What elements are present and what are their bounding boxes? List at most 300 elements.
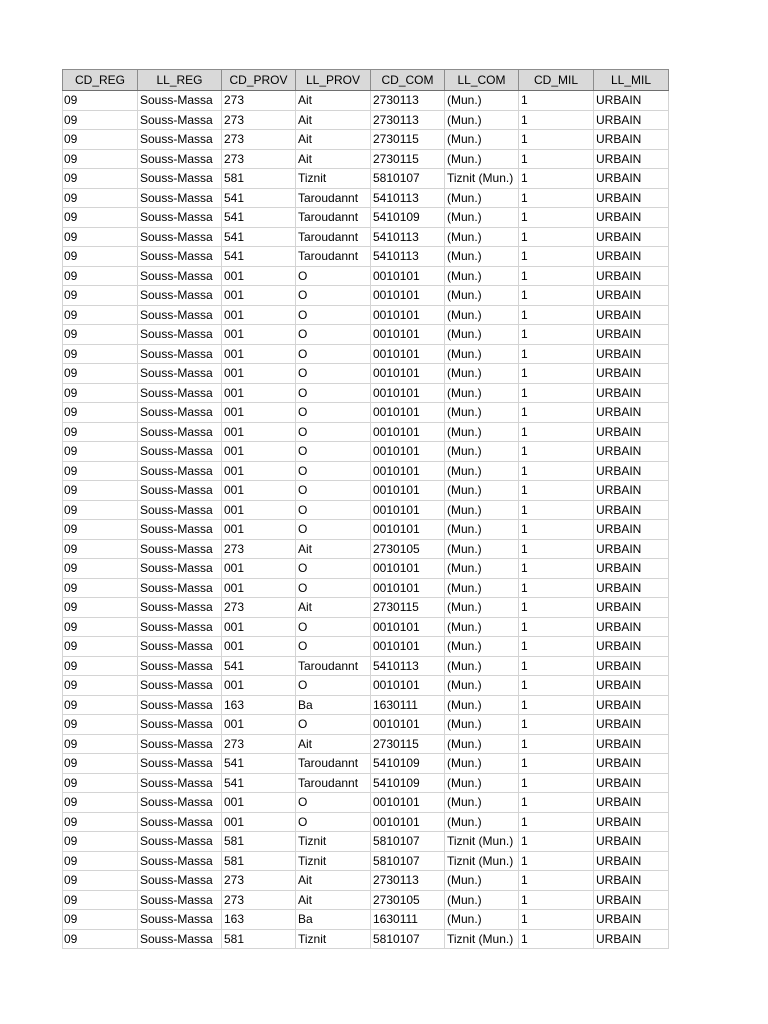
cell-cd-prov: 001 [222, 286, 296, 306]
cell-ll-reg: Souss-Massa [138, 403, 222, 423]
cell-cd-mil: 1 [519, 539, 594, 559]
cell-ll-mil: URBAIN [594, 559, 669, 579]
cell-ll-reg: Souss-Massa [138, 598, 222, 618]
table-row [63, 715, 669, 735]
cell-cd-prov: 001 [222, 266, 296, 286]
table-row [63, 871, 669, 891]
table-row [63, 929, 669, 949]
table-row [63, 208, 669, 228]
cell-cd-reg: 09 [63, 149, 138, 169]
table-row [63, 266, 669, 286]
cell-cd-com: 0010101 [371, 617, 445, 637]
cell-cd-com: 0010101 [371, 325, 445, 345]
cell-ll-com: (Mun.) [445, 871, 519, 891]
cell-cd-com: 0010101 [371, 403, 445, 423]
cell-cd-reg: 09 [63, 617, 138, 637]
cell-cd-prov: 001 [222, 383, 296, 403]
table-row [63, 734, 669, 754]
cell-cd-mil: 1 [519, 910, 594, 930]
cell-cd-mil: 1 [519, 890, 594, 910]
cell-cd-reg: 09 [63, 676, 138, 696]
cell-cd-reg: 09 [63, 793, 138, 813]
cell-cd-reg: 09 [63, 208, 138, 228]
cell-ll-com: (Mun.) [445, 325, 519, 345]
cell-ll-com: (Mun.) [445, 500, 519, 520]
table-row [63, 656, 669, 676]
cell-cd-mil: 1 [519, 832, 594, 852]
cell-cd-mil: 1 [519, 715, 594, 735]
cell-ll-prov: Taroudannt [296, 188, 371, 208]
cell-cd-prov: 001 [222, 481, 296, 501]
cell-cd-reg: 09 [63, 734, 138, 754]
cell-ll-prov: O [296, 637, 371, 657]
cell-ll-reg: Souss-Massa [138, 832, 222, 852]
cell-ll-com: (Mun.) [445, 598, 519, 618]
table-row [63, 403, 669, 423]
cell-ll-prov: O [296, 383, 371, 403]
cell-ll-mil: URBAIN [594, 773, 669, 793]
cell-ll-com: (Mun.) [445, 344, 519, 364]
cell-cd-com: 0010101 [371, 442, 445, 462]
cell-cd-mil: 1 [519, 461, 594, 481]
cell-cd-prov: 273 [222, 890, 296, 910]
cell-cd-mil: 1 [519, 149, 594, 169]
cell-ll-prov: Ait [296, 598, 371, 618]
cell-cd-com: 0010101 [371, 500, 445, 520]
cell-ll-reg: Souss-Massa [138, 773, 222, 793]
cell-cd-mil: 1 [519, 383, 594, 403]
cell-ll-com: (Mun.) [445, 578, 519, 598]
cell-cd-com: 0010101 [371, 559, 445, 579]
header-ll-reg: LL_REG [138, 70, 222, 91]
cell-ll-com: (Mun.) [445, 793, 519, 813]
cell-cd-prov: 273 [222, 734, 296, 754]
cell-cd-com: 0010101 [371, 305, 445, 325]
cell-ll-mil: URBAIN [594, 500, 669, 520]
cell-ll-com: (Mun.) [445, 520, 519, 540]
table-row [63, 617, 669, 637]
cell-cd-mil: 1 [519, 266, 594, 286]
cell-cd-prov: 541 [222, 773, 296, 793]
cell-cd-prov: 001 [222, 305, 296, 325]
table-row [63, 305, 669, 325]
table-row [63, 247, 669, 267]
cell-cd-reg: 09 [63, 871, 138, 891]
cell-ll-prov: O [296, 442, 371, 462]
cell-cd-mil: 1 [519, 812, 594, 832]
cell-cd-reg: 09 [63, 890, 138, 910]
cell-cd-mil: 1 [519, 637, 594, 657]
cell-cd-prov: 541 [222, 188, 296, 208]
header-row [63, 70, 669, 91]
table-row [63, 676, 669, 696]
cell-ll-prov: O [296, 500, 371, 520]
cell-ll-reg: Souss-Massa [138, 793, 222, 813]
cell-ll-reg: Souss-Massa [138, 656, 222, 676]
cell-ll-reg: Souss-Massa [138, 286, 222, 306]
cell-ll-prov: Ait [296, 890, 371, 910]
cell-cd-mil: 1 [519, 773, 594, 793]
cell-ll-reg: Souss-Massa [138, 617, 222, 637]
cell-ll-com: (Mun.) [445, 695, 519, 715]
table-row [63, 773, 669, 793]
table-row [63, 851, 669, 871]
table-row [63, 637, 669, 657]
cell-cd-reg: 09 [63, 286, 138, 306]
table-row [63, 695, 669, 715]
cell-ll-prov: O [296, 715, 371, 735]
cell-cd-prov: 001 [222, 559, 296, 579]
cell-ll-mil: URBAIN [594, 617, 669, 637]
cell-ll-com: (Mun.) [445, 539, 519, 559]
cell-ll-com: (Mun.) [445, 403, 519, 423]
cell-cd-mil: 1 [519, 91, 594, 111]
cell-cd-reg: 09 [63, 851, 138, 871]
cell-cd-prov: 001 [222, 715, 296, 735]
header-ll-prov: LL_PROV [296, 70, 371, 91]
cell-ll-prov: Taroudannt [296, 656, 371, 676]
cell-cd-mil: 1 [519, 929, 594, 949]
table-row [63, 539, 669, 559]
cell-cd-mil: 1 [519, 617, 594, 637]
cell-ll-reg: Souss-Massa [138, 676, 222, 696]
cell-cd-com: 5410113 [371, 188, 445, 208]
cell-cd-prov: 001 [222, 461, 296, 481]
table-body [63, 91, 669, 949]
cell-cd-mil: 1 [519, 871, 594, 891]
cell-cd-com: 5410109 [371, 208, 445, 228]
cell-cd-com: 5810107 [371, 929, 445, 949]
cell-cd-com: 0010101 [371, 364, 445, 384]
cell-ll-com: (Mun.) [445, 422, 519, 442]
cell-cd-reg: 09 [63, 169, 138, 189]
cell-ll-reg: Souss-Massa [138, 812, 222, 832]
cell-ll-reg: Souss-Massa [138, 364, 222, 384]
cell-cd-mil: 1 [519, 208, 594, 228]
cell-ll-com: (Mun.) [445, 617, 519, 637]
cell-ll-mil: URBAIN [594, 130, 669, 150]
cell-cd-reg: 09 [63, 637, 138, 657]
cell-cd-reg: 09 [63, 500, 138, 520]
cell-ll-mil: URBAIN [594, 286, 669, 306]
cell-cd-mil: 1 [519, 169, 594, 189]
cell-ll-mil: URBAIN [594, 656, 669, 676]
cell-ll-mil: URBAIN [594, 149, 669, 169]
cell-cd-prov: 001 [222, 676, 296, 696]
cell-cd-reg: 09 [63, 773, 138, 793]
cell-ll-reg: Souss-Massa [138, 559, 222, 579]
cell-cd-mil: 1 [519, 227, 594, 247]
cell-cd-reg: 09 [63, 812, 138, 832]
cell-ll-com: (Mun.) [445, 247, 519, 267]
cell-ll-mil: URBAIN [594, 383, 669, 403]
cell-ll-reg: Souss-Massa [138, 520, 222, 540]
cell-cd-com: 2730115 [371, 598, 445, 618]
cell-ll-prov: Taroudannt [296, 227, 371, 247]
cell-ll-reg: Souss-Massa [138, 188, 222, 208]
header-cd-mil: CD_MIL [519, 70, 594, 91]
cell-ll-prov: Tiznit [296, 929, 371, 949]
cell-cd-reg: 09 [63, 481, 138, 501]
cell-cd-mil: 1 [519, 442, 594, 462]
cell-cd-reg: 09 [63, 539, 138, 559]
table-row [63, 110, 669, 130]
cell-cd-mil: 1 [519, 403, 594, 423]
cell-ll-prov: O [296, 812, 371, 832]
cell-ll-mil: URBAIN [594, 676, 669, 696]
cell-ll-prov: O [296, 325, 371, 345]
cell-cd-prov: 163 [222, 910, 296, 930]
table-row [63, 227, 669, 247]
cell-cd-mil: 1 [519, 305, 594, 325]
cell-ll-com: (Mun.) [445, 890, 519, 910]
cell-cd-mil: 1 [519, 247, 594, 267]
cell-cd-reg: 09 [63, 227, 138, 247]
cell-ll-reg: Souss-Massa [138, 266, 222, 286]
cell-ll-mil: URBAIN [594, 325, 669, 345]
cell-ll-mil: URBAIN [594, 695, 669, 715]
cell-cd-reg: 09 [63, 559, 138, 579]
cell-cd-com: 2730115 [371, 734, 445, 754]
header-cd-com: CD_COM [371, 70, 445, 91]
cell-cd-reg: 09 [63, 520, 138, 540]
cell-ll-com: (Mun.) [445, 383, 519, 403]
cell-ll-com: (Mun.) [445, 305, 519, 325]
cell-ll-com: (Mun.) [445, 227, 519, 247]
cell-ll-reg: Souss-Massa [138, 130, 222, 150]
cell-cd-prov: 273 [222, 130, 296, 150]
cell-cd-prov: 001 [222, 812, 296, 832]
cell-ll-prov: Ait [296, 871, 371, 891]
cell-cd-mil: 1 [519, 559, 594, 579]
cell-ll-prov: Tiznit [296, 832, 371, 852]
header-cd-prov: CD_PROV [222, 70, 296, 91]
cell-ll-prov: Taroudannt [296, 208, 371, 228]
cell-cd-mil: 1 [519, 793, 594, 813]
header-ll-mil: LL_MIL [594, 70, 669, 91]
cell-cd-prov: 001 [222, 364, 296, 384]
cell-ll-reg: Souss-Massa [138, 461, 222, 481]
cell-ll-reg: Souss-Massa [138, 871, 222, 891]
cell-ll-reg: Souss-Massa [138, 325, 222, 345]
cell-ll-com: (Mun.) [445, 715, 519, 735]
cell-ll-reg: Souss-Massa [138, 481, 222, 501]
cell-cd-com: 2730113 [371, 91, 445, 111]
table-row [63, 149, 669, 169]
cell-cd-reg: 09 [63, 754, 138, 774]
cell-ll-mil: URBAIN [594, 929, 669, 949]
cell-ll-reg: Souss-Massa [138, 344, 222, 364]
cell-cd-reg: 09 [63, 832, 138, 852]
cell-ll-mil: URBAIN [594, 871, 669, 891]
cell-ll-com: (Mun.) [445, 910, 519, 930]
cell-ll-mil: URBAIN [594, 188, 669, 208]
cell-ll-prov: Ba [296, 695, 371, 715]
cell-ll-prov: O [296, 481, 371, 501]
cell-ll-reg: Souss-Massa [138, 851, 222, 871]
cell-cd-com: 0010101 [371, 637, 445, 657]
cell-cd-prov: 001 [222, 403, 296, 423]
cell-cd-reg: 09 [63, 247, 138, 267]
cell-ll-com: (Mun.) [445, 130, 519, 150]
cell-cd-mil: 1 [519, 734, 594, 754]
cell-ll-mil: URBAIN [594, 832, 669, 852]
cell-ll-com: (Mun.) [445, 481, 519, 501]
cell-ll-reg: Souss-Massa [138, 890, 222, 910]
table-row [63, 754, 669, 774]
cell-ll-prov: O [296, 578, 371, 598]
table-row [63, 598, 669, 618]
table-row [63, 169, 669, 189]
cell-ll-com: Tiznit (Mun.) [445, 851, 519, 871]
cell-ll-reg: Souss-Massa [138, 247, 222, 267]
table-row [63, 832, 669, 852]
cell-cd-com: 5410113 [371, 656, 445, 676]
cell-ll-com: (Mun.) [445, 461, 519, 481]
cell-ll-com: (Mun.) [445, 559, 519, 579]
cell-ll-reg: Souss-Massa [138, 539, 222, 559]
cell-cd-com: 5810107 [371, 169, 445, 189]
cell-ll-prov: O [296, 676, 371, 696]
cell-ll-com: (Mun.) [445, 656, 519, 676]
cell-cd-com: 1630111 [371, 695, 445, 715]
cell-ll-com: (Mun.) [445, 286, 519, 306]
table-row [63, 520, 669, 540]
cell-ll-prov: O [296, 520, 371, 540]
cell-cd-reg: 09 [63, 266, 138, 286]
cell-cd-mil: 1 [519, 422, 594, 442]
table-row [63, 286, 669, 306]
cell-cd-com: 0010101 [371, 286, 445, 306]
cell-cd-reg: 09 [63, 305, 138, 325]
cell-ll-mil: URBAIN [594, 578, 669, 598]
cell-ll-mil: URBAIN [594, 461, 669, 481]
cell-cd-mil: 1 [519, 344, 594, 364]
cell-cd-com: 2730115 [371, 149, 445, 169]
header-cd-reg: CD_REG [63, 70, 138, 91]
cell-cd-reg: 09 [63, 383, 138, 403]
cell-cd-reg: 09 [63, 91, 138, 111]
cell-ll-mil: URBAIN [594, 910, 669, 930]
cell-ll-mil: URBAIN [594, 403, 669, 423]
cell-cd-reg: 09 [63, 325, 138, 345]
cell-ll-reg: Souss-Massa [138, 149, 222, 169]
cell-ll-prov: O [296, 559, 371, 579]
cell-ll-mil: URBAIN [594, 305, 669, 325]
cell-cd-reg: 09 [63, 656, 138, 676]
cell-cd-prov: 541 [222, 754, 296, 774]
cell-cd-prov: 273 [222, 598, 296, 618]
cell-ll-com: (Mun.) [445, 91, 519, 111]
cell-cd-mil: 1 [519, 598, 594, 618]
cell-ll-prov: O [296, 617, 371, 637]
cell-ll-prov: O [296, 461, 371, 481]
table-row [63, 91, 669, 111]
cell-ll-reg: Souss-Massa [138, 383, 222, 403]
cell-ll-reg: Souss-Massa [138, 227, 222, 247]
cell-cd-com: 0010101 [371, 344, 445, 364]
cell-ll-com: (Mun.) [445, 364, 519, 384]
table-row [63, 383, 669, 403]
cell-cd-prov: 273 [222, 871, 296, 891]
cell-ll-reg: Souss-Massa [138, 578, 222, 598]
cell-ll-reg: Souss-Massa [138, 929, 222, 949]
table-row [63, 344, 669, 364]
cell-cd-mil: 1 [519, 656, 594, 676]
cell-ll-com: (Mun.) [445, 188, 519, 208]
cell-cd-reg: 09 [63, 715, 138, 735]
cell-cd-com: 2730113 [371, 871, 445, 891]
table-row [63, 578, 669, 598]
cell-cd-prov: 273 [222, 149, 296, 169]
cell-ll-mil: URBAIN [594, 247, 669, 267]
cell-ll-reg: Souss-Massa [138, 422, 222, 442]
cell-cd-prov: 273 [222, 539, 296, 559]
cell-cd-prov: 541 [222, 247, 296, 267]
cell-ll-prov: Ait [296, 149, 371, 169]
cell-ll-prov: Ba [296, 910, 371, 930]
cell-cd-com: 0010101 [371, 578, 445, 598]
cell-cd-prov: 273 [222, 91, 296, 111]
cell-ll-prov: Ait [296, 734, 371, 754]
cell-cd-com: 0010101 [371, 266, 445, 286]
cell-ll-com: (Mun.) [445, 149, 519, 169]
cell-cd-com: 5410109 [371, 754, 445, 774]
cell-ll-com: (Mun.) [445, 812, 519, 832]
table-row [63, 559, 669, 579]
cell-ll-mil: URBAIN [594, 169, 669, 189]
cell-cd-prov: 541 [222, 227, 296, 247]
cell-ll-com: (Mun.) [445, 266, 519, 286]
cell-cd-mil: 1 [519, 754, 594, 774]
cell-ll-reg: Souss-Massa [138, 169, 222, 189]
cell-ll-reg: Souss-Massa [138, 500, 222, 520]
cell-ll-com: Tiznit (Mun.) [445, 169, 519, 189]
cell-cd-reg: 09 [63, 578, 138, 598]
cell-cd-prov: 581 [222, 851, 296, 871]
cell-ll-mil: URBAIN [594, 520, 669, 540]
table-row [63, 793, 669, 813]
cell-cd-com: 0010101 [371, 461, 445, 481]
cell-cd-mil: 1 [519, 130, 594, 150]
cell-ll-com: (Mun.) [445, 734, 519, 754]
cell-cd-prov: 541 [222, 208, 296, 228]
cell-cd-com: 0010101 [371, 812, 445, 832]
cell-ll-mil: URBAIN [594, 110, 669, 130]
cell-ll-mil: URBAIN [594, 734, 669, 754]
cell-cd-mil: 1 [519, 520, 594, 540]
cell-cd-prov: 001 [222, 520, 296, 540]
cell-ll-prov: Ait [296, 130, 371, 150]
cell-ll-mil: URBAIN [594, 812, 669, 832]
cell-ll-prov: Ait [296, 539, 371, 559]
cell-cd-mil: 1 [519, 110, 594, 130]
cell-ll-prov: O [296, 286, 371, 306]
cell-cd-com: 5810107 [371, 832, 445, 852]
cell-ll-reg: Souss-Massa [138, 110, 222, 130]
cell-ll-com: Tiznit (Mun.) [445, 832, 519, 852]
cell-cd-prov: 163 [222, 695, 296, 715]
cell-ll-mil: URBAIN [594, 539, 669, 559]
cell-cd-mil: 1 [519, 676, 594, 696]
table-row [63, 325, 669, 345]
cell-ll-com: (Mun.) [445, 110, 519, 130]
table-row [63, 812, 669, 832]
cell-cd-prov: 581 [222, 832, 296, 852]
cell-cd-reg: 09 [63, 344, 138, 364]
cell-ll-prov: O [296, 364, 371, 384]
cell-ll-mil: URBAIN [594, 598, 669, 618]
